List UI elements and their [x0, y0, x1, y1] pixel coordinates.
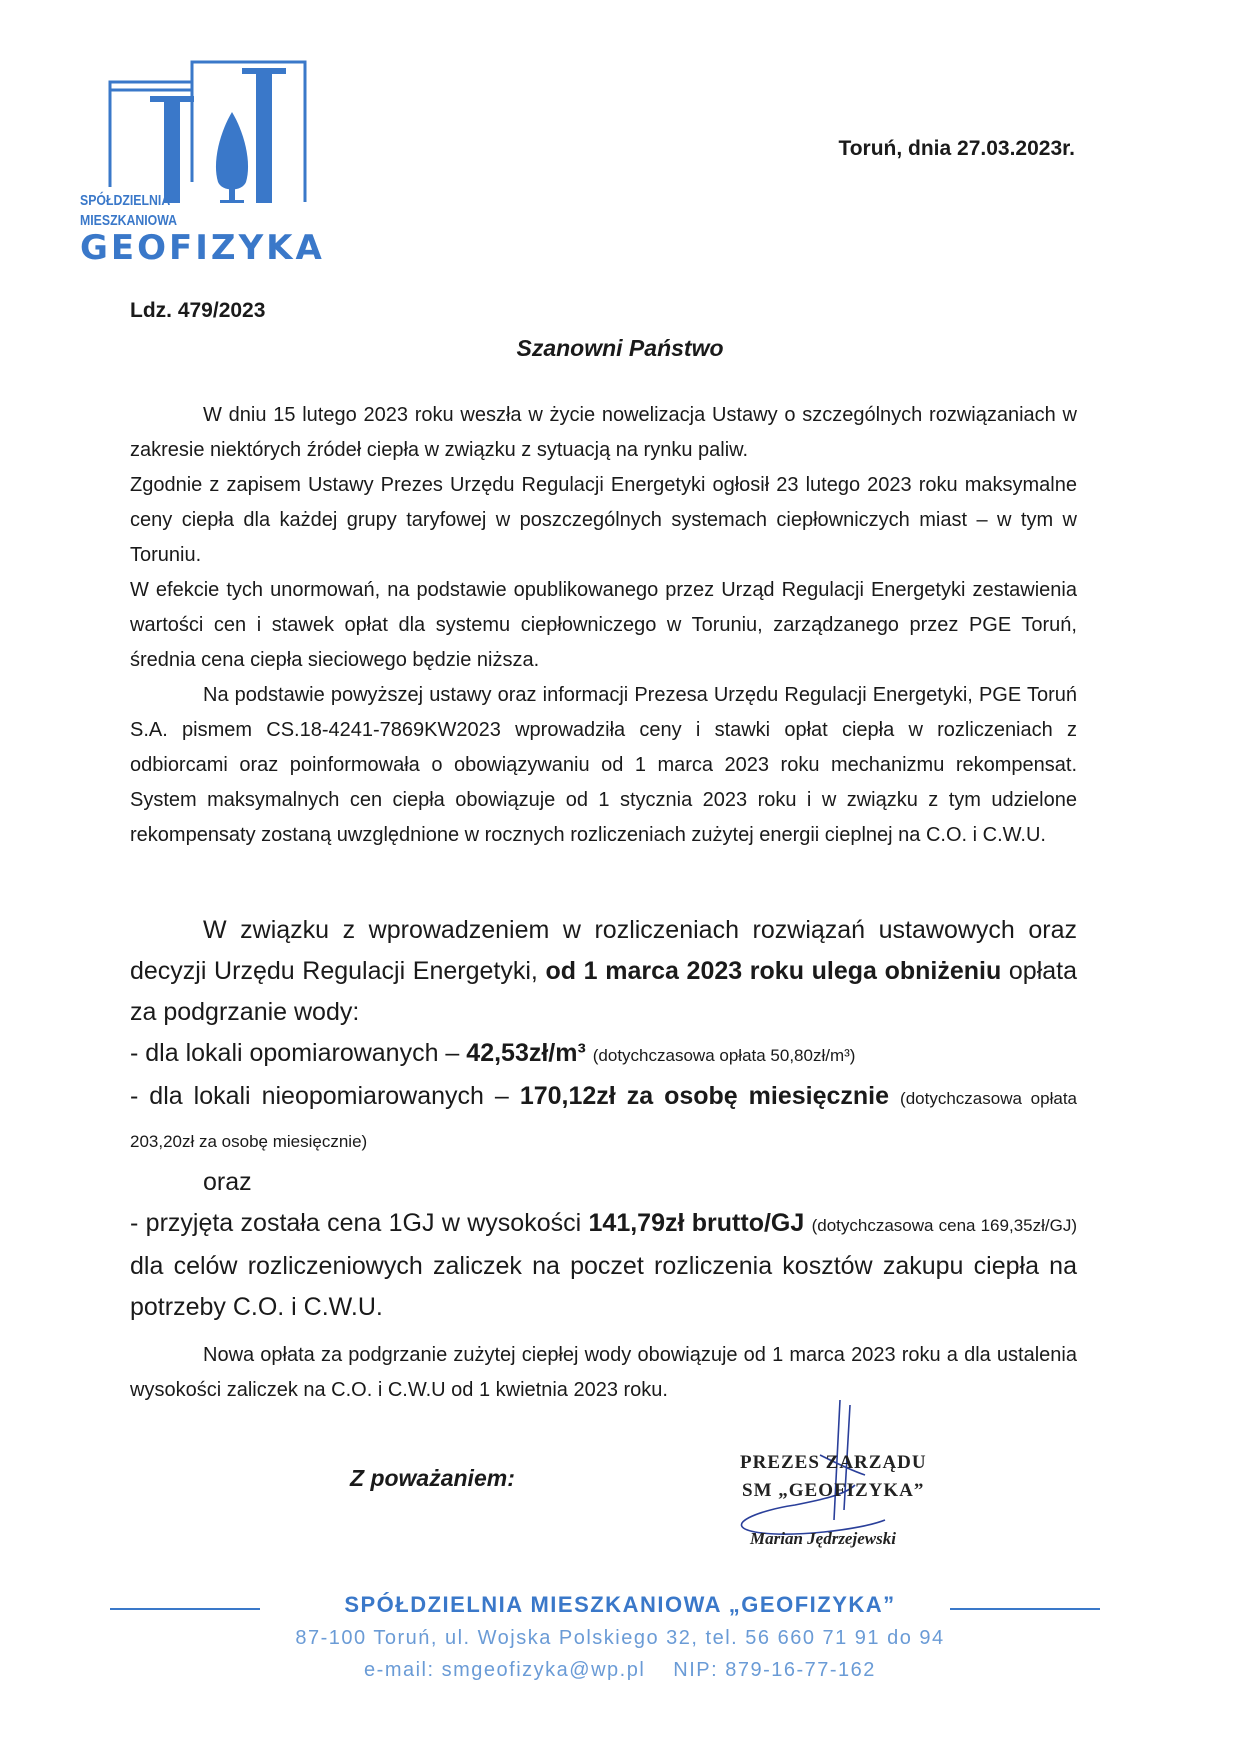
logo-name: GEOFIZYKA	[80, 228, 325, 268]
item1-prefix: - dla lokali opomiarowanych –	[130, 1039, 460, 1067]
intro-end: opłata za podgrzanie wody:	[130, 957, 1078, 1026]
stamp-title: PREZES ZARZĄDU	[740, 1452, 927, 1473]
intro-text: W związku z wprowadzeniem w rozliczeniach rozwiązań ustawowych oraz decyzji Urzędu Regulacji Energetyki,	[130, 916, 1077, 985]
logo-text-line1: SPÓŁDZIELNIA	[80, 192, 171, 209]
item1-note: (dotychczasowa opłata 50,80zł/m³)	[592, 1046, 856, 1065]
item-gj-price	[130, 1203, 1077, 1328]
item-unmetered	[130, 1076, 1077, 1162]
closing-paragraph-wrap	[130, 1338, 1077, 1408]
item3-note: (dotychczasowa cena 169,35zł/GJ)	[811, 1216, 1077, 1235]
item2-value: 170,12zł za osobę miesięcznie	[519, 1082, 890, 1110]
salutation: Szanowni Państwo	[516, 335, 724, 361]
footer-email: e-mail: smgeofizyka@wp.pl	[364, 1659, 646, 1681]
stamp-org: SM „GEOFIZYKA”	[742, 1480, 925, 1501]
footer-contact	[0, 1659, 1240, 1682]
item3-prefix: - przyjęta została cena 1GJ w wysokości	[130, 1209, 582, 1237]
footer-title: SPÓŁDZIELNIA MIESZKANIOWA „GEOFIZYKA”	[344, 1592, 896, 1617]
item1-value: 42,53zł/m³	[466, 1039, 586, 1067]
footer-nip: NIP: 879-16-77-162	[673, 1659, 876, 1681]
reference-number: Ldz. 479/2023	[130, 299, 266, 322]
oraz-line	[130, 1162, 1077, 1203]
footer-address: 87-100 Toruń, ul. Wojska Polskiego 32, tel. 56 660 71 91 do 94	[295, 1627, 945, 1649]
paragraph-4: Na podstawie powyższej ustawy oraz informacji Prezesa Urzędu Regulacji Energetyki, PGE Toruń S.A. pismem CS.18-4241-7869KW2023 wprowadziła ceny i stawki opłat ciepła w rozliczeniach z odbiorcami oraz poinformowała o obowiązywaniu od 1 marca 2023 roku mechanizmu rekompensat. System maksymalnych cen ciepła obowiązuje od 1 stycznia 2023 roku i w związku z tym udzielone rekompensaty zostaną uwzględnione w rocznych rozliczeniach zużytej energii cieplnej na C.O. i C.W.U.	[130, 684, 1077, 846]
paragraph-3: W efekcie tych unormowań, na podstawie opublikowanego przez Urząd Regulacji Energetyki zestawienia wartości cen i stawek opłat dla systemu ciepłowniczego w Toruniu, zarządzanego przez PGE Toruń, średnia cena ciepła sieciowego będzie niższa.	[130, 579, 1077, 671]
paragraph-1: W dniu 15 lutego 2023 roku weszła w życie nowelizacja Ustawy o szczególnych rozwiązaniach w zakresie niektórych źródeł ciepła w związku z sytuacją na rynku paliw.	[130, 404, 1077, 461]
item-metered	[130, 1033, 1077, 1076]
oraz-word: oraz	[203, 1168, 252, 1196]
stamp-person: Marian Jędrzejewski	[750, 1529, 896, 1548]
announcement	[130, 910, 1077, 1328]
letter-date: Toruń, dnia 27.03.2023r.	[838, 137, 1075, 160]
intro-bold: od 1 marca 2023 roku ulega obniżeniu	[545, 957, 1002, 985]
item2-note: (dotychczasowa opłata 203,20zł za osobę miesięcznie)	[130, 1089, 1077, 1151]
letter-body	[130, 398, 1077, 853]
item3-suffix: dla celów rozliczeniowych zaliczek na poczet rozliczenia kosztów zakupu ciepła na potrzeby C.O. i C.W.U.	[130, 1252, 1077, 1321]
announcement-intro	[130, 910, 1077, 1033]
item2-prefix: - dla lokali nieopomiarowanych –	[130, 1082, 509, 1110]
paragraph-2: Zgodnie z zapisem Ustawy Prezes Urzędu Regulacji Energetyki ogłosił 23 lutego 2023 roku maksymalne ceny ciepła dla każdej grupy taryfowej w poszczególnych systemach ciepłowniczych miast – w tym w Toruniu.	[130, 474, 1077, 566]
logo-text-line2: MIESZKANIOWA	[80, 212, 178, 229]
item3-value: 141,79zł brutto/GJ	[588, 1209, 805, 1237]
regards: Z poważaniem:	[350, 1465, 515, 1491]
company-logo	[80, 52, 360, 267]
closing-paragraph: Nowa opłata za podgrzanie zużytej ciepłej wody obowiązuje od 1 marca 2023 roku a dla ustalenia wysokości zaliczek na C.O. i C.W.U od 1 kwietnia 2023 roku.	[130, 1344, 1077, 1401]
